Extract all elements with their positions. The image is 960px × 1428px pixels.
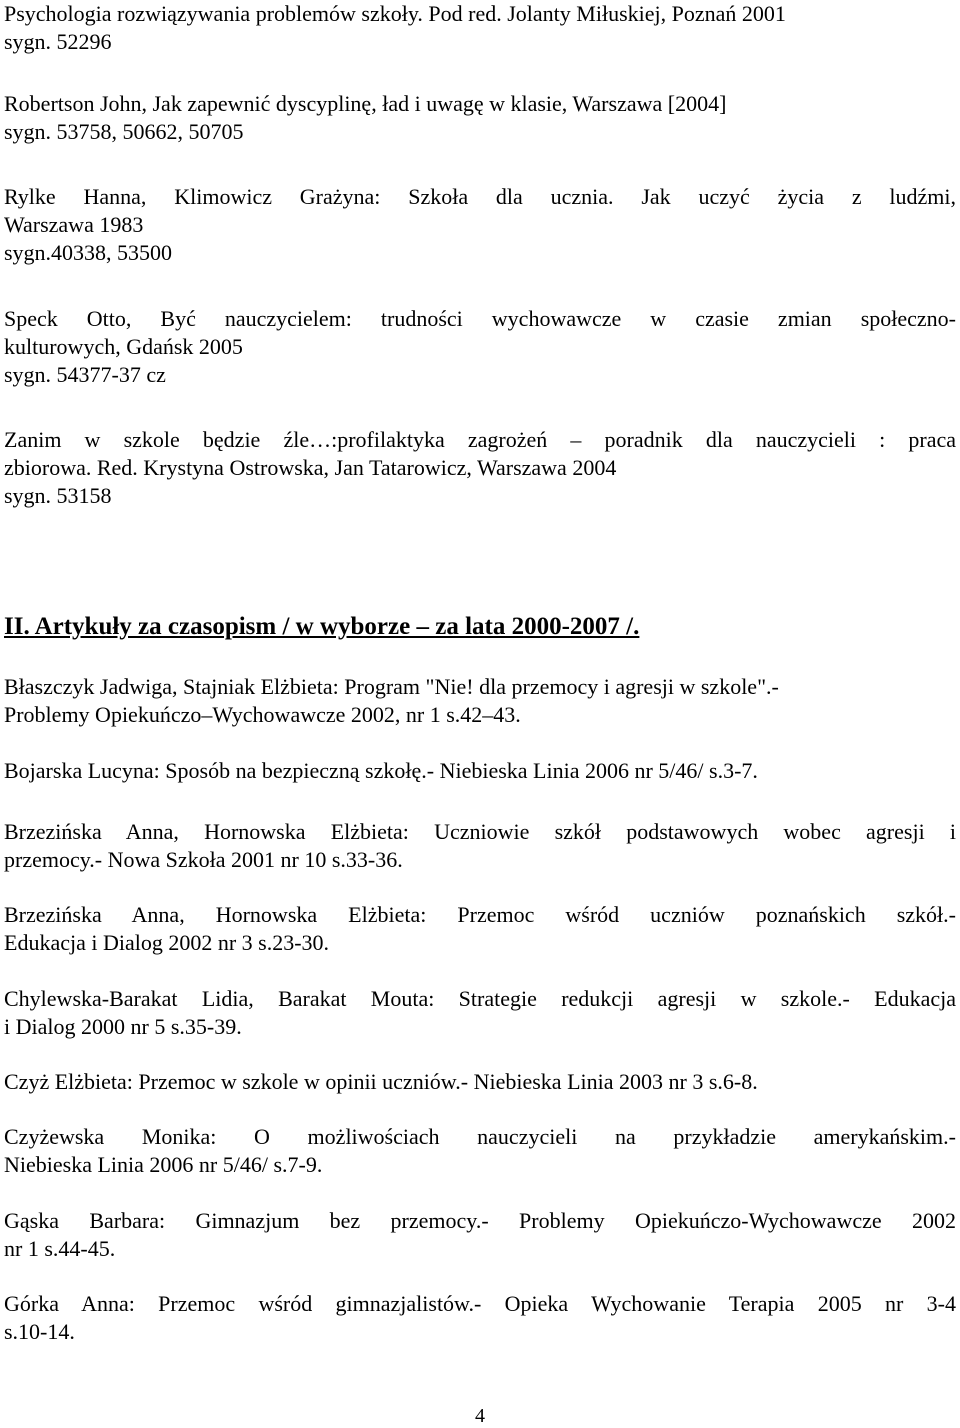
article-entry	[4, 673, 956, 729]
article-entry	[4, 1207, 956, 1263]
entry-line: Błaszczyk Jadwiga, Stajniak Elżbieta: Program "Nie! dla przemocy i agresji w szkole".-	[4, 674, 779, 699]
entry-line: sygn. 53758, 50662, 50705	[4, 119, 244, 144]
article-entry	[4, 1068, 956, 1096]
article-entry	[4, 985, 956, 1041]
book-entry	[4, 90, 956, 146]
entry-line: zbiorowa. Red. Krystyna Ostrowska, Jan Tatarowicz, Warszawa 2004	[4, 455, 617, 480]
entry-line: nr 1 s.44-45.	[4, 1236, 116, 1261]
entry-line: Brzezińska Anna, Hornowska Elżbieta: Przemoc wśród uczniów poznańskich szkół.-	[4, 902, 956, 927]
entry-line: Brzezińska Anna, Hornowska Elżbieta: Uczniowie szkół podstawowych wobec agresji i	[4, 819, 956, 844]
page-number: 4	[475, 1405, 485, 1427]
entry-line: Chylewska-Barakat Lidia, Barakat Mouta: Strategie redukcji agresji w szkole.- Edukacja	[4, 986, 956, 1011]
entry-line: Czyż Elżbieta: Przemoc w szkole w opinii uczniów.- Niebieska Linia 2003 nr 3 s.6-8.	[4, 1069, 758, 1094]
entry-line: Edukacja i Dialog 2002 nr 3 s.23-30.	[4, 930, 330, 955]
entry-line: Problemy Opiekuńczo–Wychowawcze 2002, nr 1 s.42–43.	[4, 702, 521, 727]
book-entry	[4, 0, 956, 56]
section-heading: II. Artykuły za czasopism / w wyborze – za lata 2000-2007 /.	[4, 613, 640, 640]
entry-line: sygn. 52296	[4, 29, 112, 54]
entry-line: Zanim w szkole będzie źle…:profilaktyka zagrożeń – poradnik dla nauczycieli : praca	[4, 427, 956, 452]
article-entry	[4, 901, 956, 957]
book-entry	[4, 183, 956, 267]
entry-line: Niebieska Linia 2006 nr 5/46/ s.7-9.	[4, 1152, 323, 1177]
book-entry	[4, 426, 956, 510]
entry-line: Czyżewska Monika: O możliwościach nauczycieli na przykładzie amerykańskim.-	[4, 1124, 956, 1149]
entry-line: s.10-14.	[4, 1319, 75, 1344]
entry-line: Warszawa 1983	[4, 212, 144, 237]
entry-line: przemocy.- Nowa Szkoła 2001 nr 10 s.33-36.	[4, 847, 403, 872]
entry-line: Psychologia rozwiązywania problemów szkoły. Pod red. Jolanty Miłuskiej, Poznań 2001	[4, 1, 786, 26]
entry-line: Bojarska Lucyna: Sposób na bezpieczną szkołę.- Niebieska Linia 2006 nr 5/46/ s.3-7.	[4, 758, 758, 783]
entry-line: sygn. 53158	[4, 483, 112, 508]
entry-line: sygn.40338, 53500	[4, 240, 173, 265]
entry-line: Gąska Barbara: Gimnazjum bez przemocy.- Problemy Opiekuńczo-Wychowawcze 2002	[4, 1208, 956, 1233]
article-entry	[4, 1290, 956, 1346]
entry-line: sygn. 54377-37 cz	[4, 362, 166, 387]
entry-line: Robertson John, Jak zapewnić dyscyplinę, ład i uwagę w klasie, Warszawa [2004]	[4, 91, 727, 116]
article-entry	[4, 757, 956, 785]
entry-line: Rylke Hanna, Klimowicz Grażyna: Szkoła dla ucznia. Jak uczyć życia z ludźmi,	[4, 184, 956, 209]
book-entry	[4, 305, 956, 389]
article-entry	[4, 818, 956, 874]
entry-line: Górka Anna: Przemoc wśród gimnazjalistów.- Opieka Wychowanie Terapia 2005 nr 3-4	[4, 1291, 956, 1316]
entry-line: i Dialog 2000 nr 5 s.35-39.	[4, 1014, 242, 1039]
entry-line: kulturowych, Gdańsk 2005	[4, 334, 243, 359]
entry-line: Speck Otto, Być nauczycielem: trudności wychowawcze w czasie zmian społeczno-	[4, 306, 956, 331]
article-entry	[4, 1123, 956, 1179]
